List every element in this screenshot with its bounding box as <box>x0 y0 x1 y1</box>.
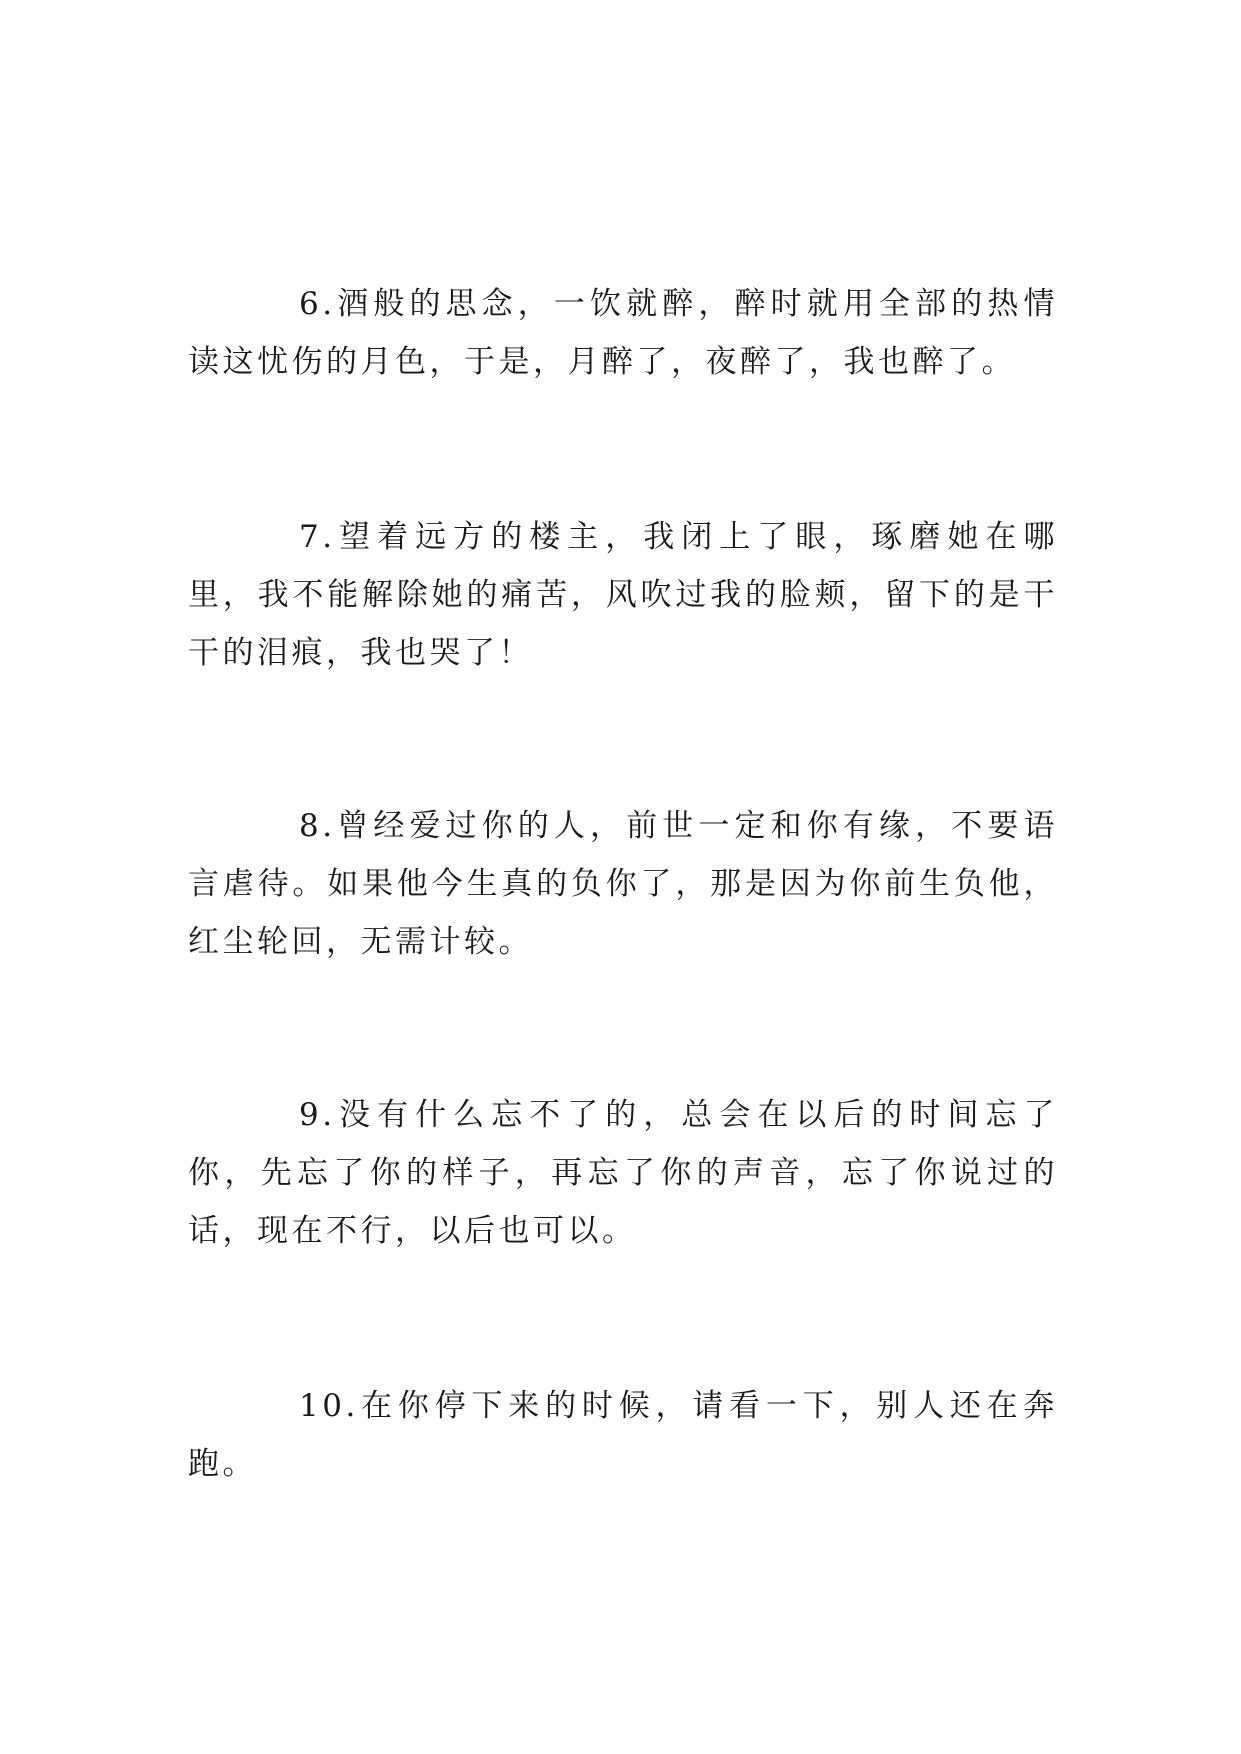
paragraph-7: 7.望着远方的楼主，我闭上了眼，琢磨她在哪里，我不能解除她的痛苦，风吹过我的脸颊，留下的是干干的泪痕，我也哭了！ <box>188 519 1058 671</box>
paragraph-9: 9.没有什么忘不了的，总会在以后的时间忘了你，先忘了你的样子，再忘了你的声音，忘了你说过的话，现在不行，以后也可以。 <box>188 1097 1058 1249</box>
paragraph-8: 8.曾经爱过你的人，前世一定和你有缘，不要语言虐待。如果他今生真的负你了，那是因为你前生负他，红尘轮回，无需计较。 <box>188 808 1058 960</box>
paragraph-10: 10.在你停下来的时候，请看一下，别人还在奔跑。 <box>188 1388 1058 1482</box>
paragraph-6: 6.酒般的思念，一饮就醉，醉时就用全部的热情读这忧伤的月色，于是，月醉了，夜醉了，我也醉了。 <box>188 286 1058 380</box>
